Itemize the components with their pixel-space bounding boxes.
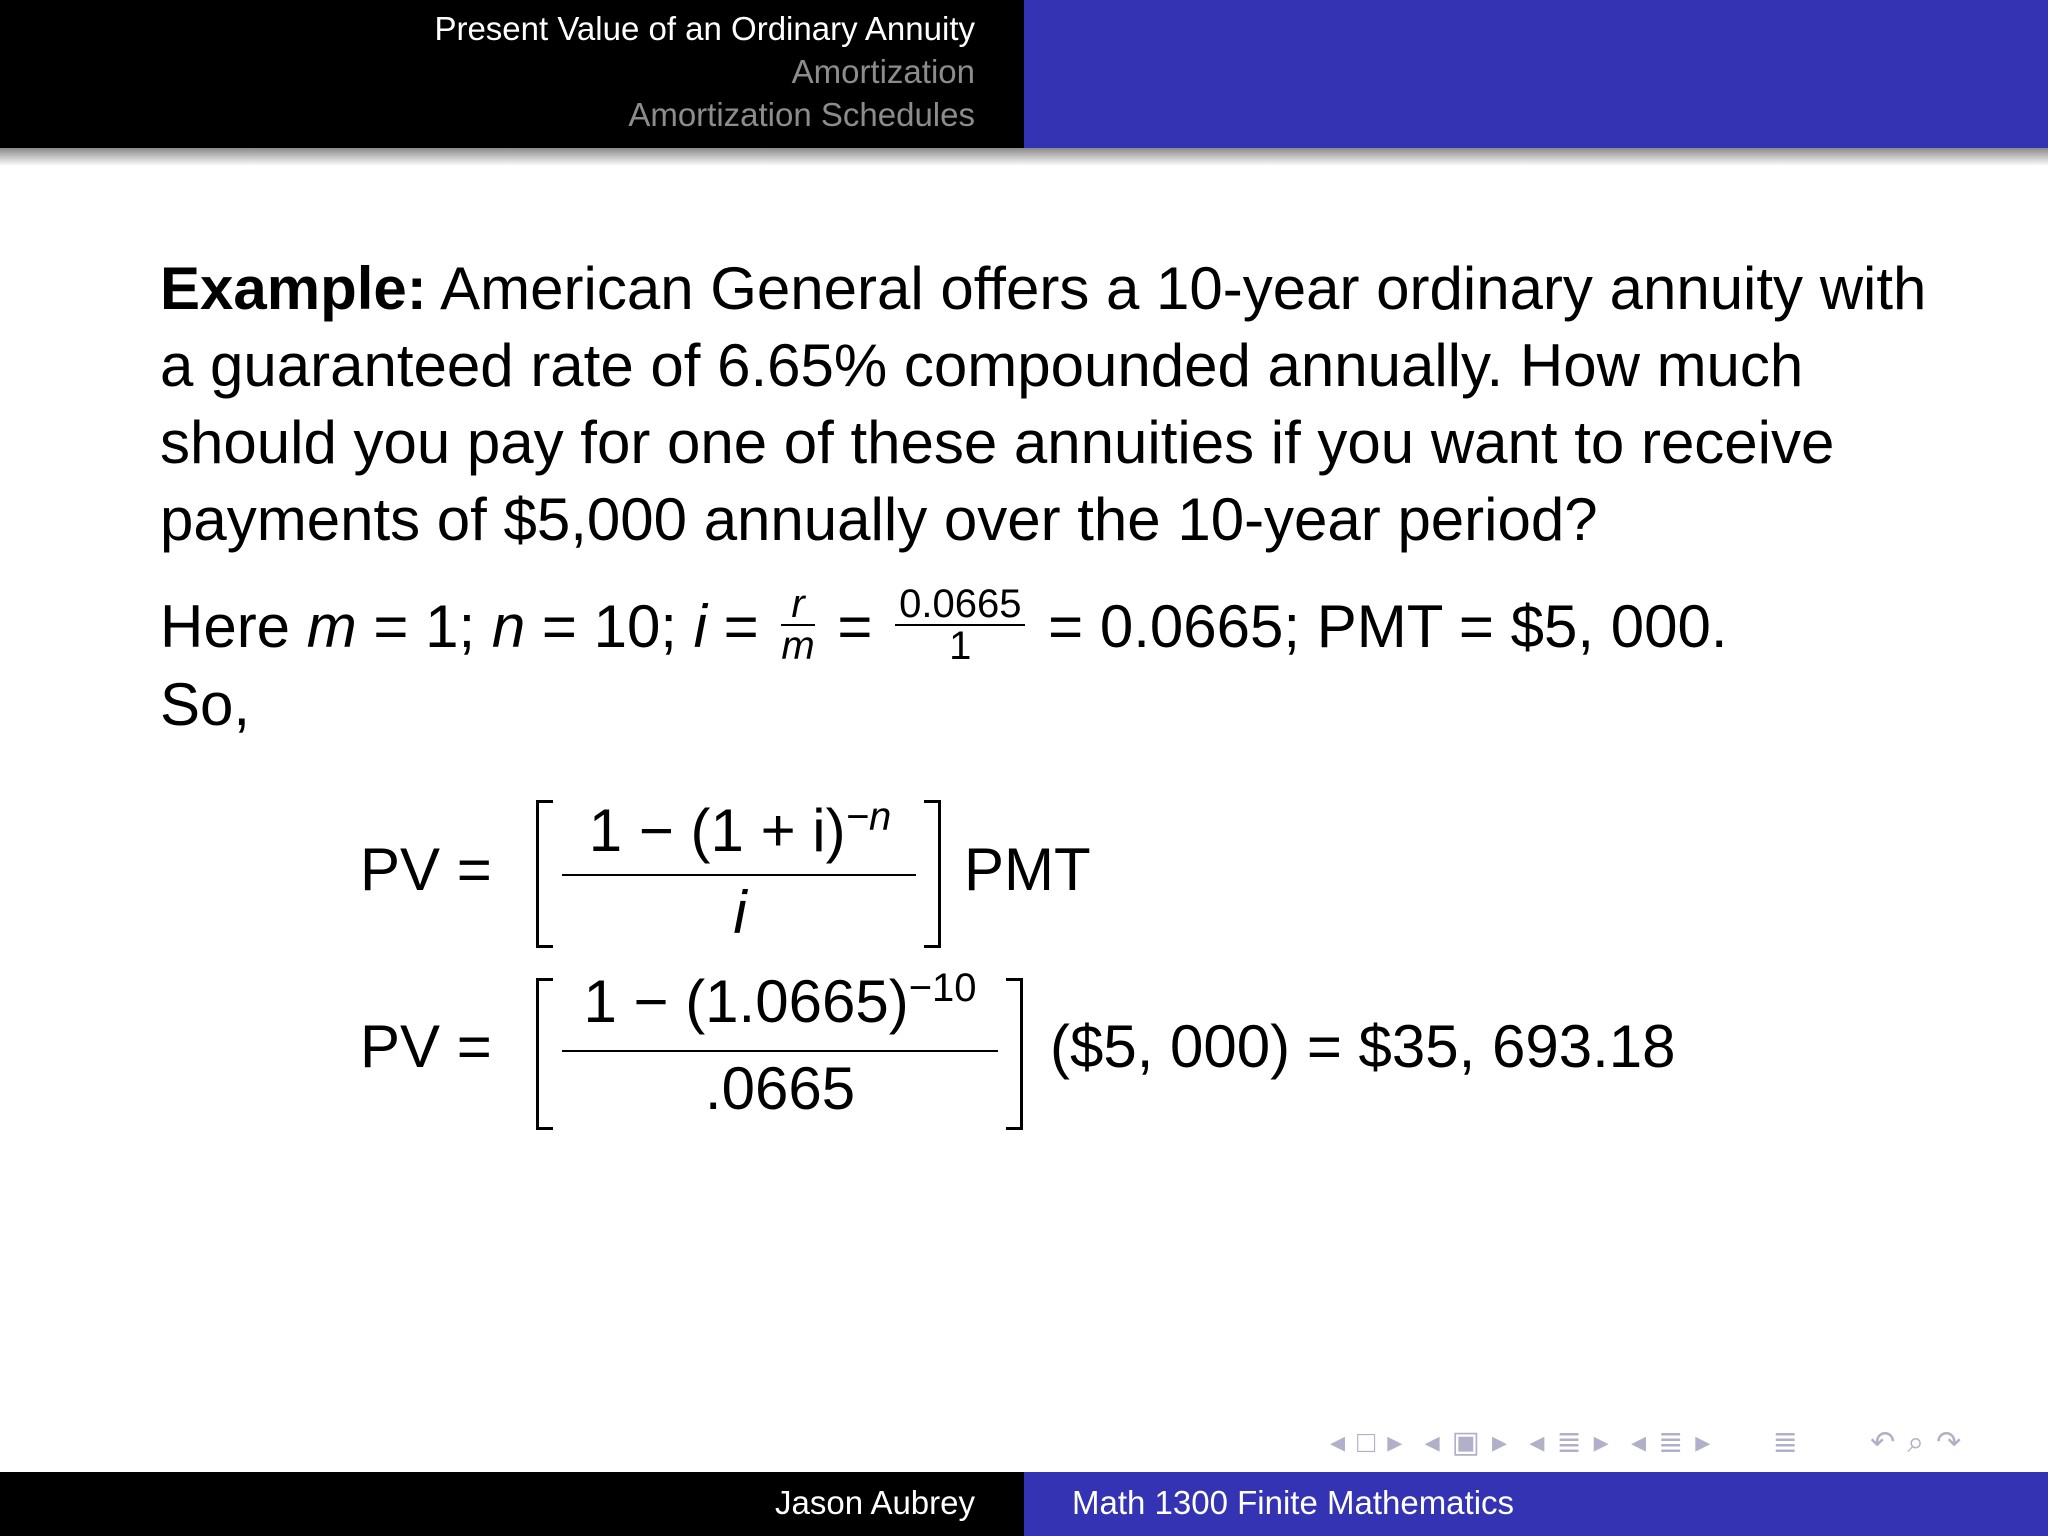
- footer-author-box: [0, 1472, 1024, 1536]
- appendix-icon[interactable]: ≣: [1772, 1426, 1800, 1459]
- header-sections: [0, 0, 1024, 148]
- formula1-fraction-bar: [562, 874, 916, 876]
- formula1-denominator: i: [733, 879, 747, 946]
- var-i: i: [693, 593, 707, 660]
- fraction-r-over-m: [781, 582, 815, 669]
- formula1-lhs: PV =: [360, 836, 492, 903]
- i-equals: =: [723, 593, 759, 660]
- prev-section-arrow-icon[interactable]: ◂: [1529, 1426, 1547, 1459]
- prev-subsection-arrow-icon[interactable]: ◂: [1424, 1426, 1442, 1459]
- var-n: n: [491, 593, 526, 660]
- m-value: = 1;: [373, 593, 476, 660]
- given-values-line: [160, 582, 1728, 672]
- header-accent: [1024, 0, 2048, 148]
- formula2-numerator: [560, 966, 1000, 1036]
- footer-course-box: [1024, 1472, 2048, 1536]
- formula2-left-bracket: [536, 978, 553, 1130]
- nav-section-schedules[interactable]: Amortization Schedules: [628, 96, 975, 133]
- next-section-arrow-icon[interactable]: ▸: [1593, 1426, 1611, 1459]
- formula2-lhs: PV =: [360, 1013, 492, 1080]
- numerator-exponent: −10: [908, 966, 977, 1010]
- formula2-right-bracket: [1006, 978, 1023, 1130]
- example-label: Example:: [160, 255, 427, 322]
- subsection-icon[interactable]: ▣: [1451, 1426, 1483, 1459]
- formula1-numerator: [560, 795, 920, 865]
- redo-icon[interactable]: ↷: [1936, 1426, 1964, 1459]
- var-m: m: [306, 593, 357, 660]
- header-shadow: [0, 148, 2048, 166]
- formula1-rhs: PMT: [964, 836, 1091, 903]
- header-bar: [0, 0, 2048, 148]
- numerator-text: 1 − (1.0665): [583, 968, 909, 1035]
- formula2-rhs: ($5, 000) = $35, 693.18: [1050, 1013, 1676, 1080]
- so-text: So,: [160, 671, 251, 738]
- formula1-left-bracket: [536, 800, 553, 948]
- nav-section-amortization[interactable]: Amortization: [791, 53, 975, 90]
- next-frame-arrow-icon[interactable]: ▸: [1387, 1426, 1405, 1459]
- next-subsection-arrow-icon[interactable]: ▸: [1492, 1426, 1510, 1459]
- equals-sign: =: [837, 593, 873, 660]
- undo-icon[interactable]: ↶: [1870, 1426, 1898, 1459]
- n-value: = 10;: [541, 593, 677, 660]
- numerator-text: 1 − (1 + i): [588, 797, 846, 864]
- given-result: = 0.0665; PMT = $5, 000.: [1048, 593, 1728, 660]
- prev-frame-arrow-icon[interactable]: ◂: [1330, 1426, 1348, 1459]
- part-icon[interactable]: ≣: [1658, 1426, 1686, 1459]
- footer-course: Math 1300 Finite Mathematics: [1072, 1484, 1515, 1521]
- fraction-denominator: m: [781, 624, 815, 669]
- prev-part-arrow-icon[interactable]: ◂: [1631, 1426, 1649, 1459]
- footer-bar: [0, 1472, 2048, 1536]
- nav-section-current[interactable]: Present Value of an Ordinary Annuity: [434, 10, 975, 47]
- here-word: Here: [160, 593, 291, 660]
- frame-icon[interactable]: □: [1357, 1426, 1378, 1459]
- next-part-arrow-icon[interactable]: ▸: [1695, 1426, 1713, 1459]
- section-icon[interactable]: ≣: [1556, 1426, 1584, 1459]
- search-icon[interactable]: ⌕: [1907, 1426, 1927, 1459]
- numerator-exponent: −n: [845, 795, 892, 839]
- fraction-numerator: r: [781, 584, 814, 626]
- example-text: American General offers a 10-year ordinary annuity with a guaranteed rate of 6.65% compounded annually. How much should you pay for one of these annuities if you want to receive payments of $5,000 annually over the 10-year period?: [160, 255, 1927, 553]
- navigation-symbols: [1330, 1425, 1973, 1460]
- footer-author: Jason Aubrey: [775, 1484, 975, 1521]
- formula1-right-bracket: [924, 800, 941, 948]
- fraction-denominator: 1: [949, 624, 972, 669]
- fraction-numerator: 0.0665: [895, 584, 1025, 626]
- formula2-denominator: .0665: [704, 1055, 856, 1122]
- fraction-rate-over-one: [895, 582, 1025, 669]
- formula2-fraction-bar: [562, 1050, 998, 1052]
- example-paragraph: [160, 250, 1960, 558]
